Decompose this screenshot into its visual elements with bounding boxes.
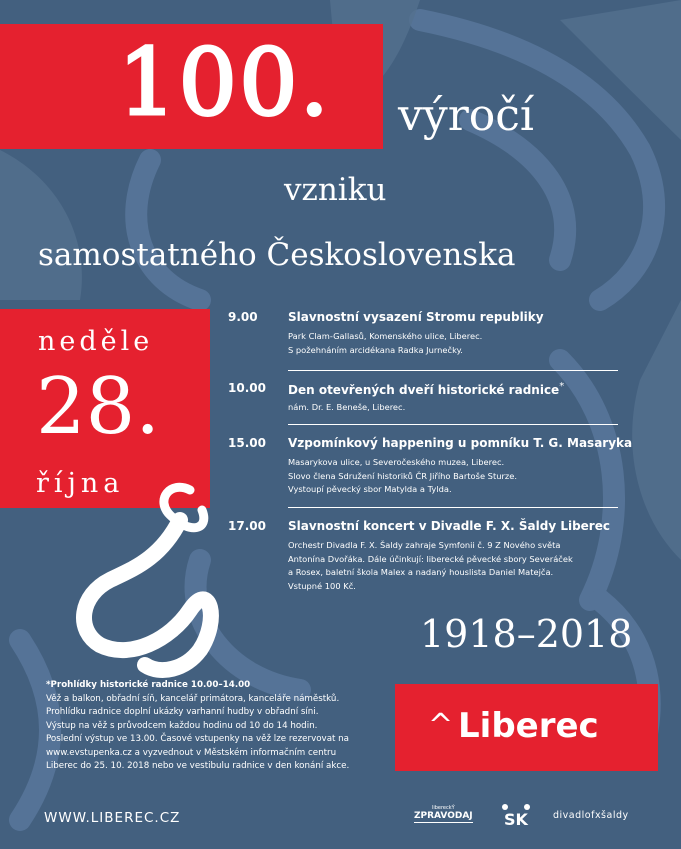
divider	[288, 370, 618, 371]
title-number: 100.	[118, 29, 331, 136]
date-month: října	[36, 468, 125, 499]
program-details: Orchestr Divadla F. X. Šaldy zahraje Symfonii č. 9 Z Nového světa Antonína Dvořáka. Dále účinkují: liberecké pěvecké sbory Severáček a Rosex, baletní škola Malex a nadaný houslista Daniel Matejča. Vstupné 100 Kč.	[288, 540, 573, 591]
program-title: Slavnostní vysazení Stromu republiky	[288, 310, 544, 324]
date-day: 28.	[36, 362, 161, 452]
program-details: Masarykova ulice, u Severočeského muzea, Liberec. Slovo člena Sdružení historiků ČR Jiřího Bartoše Sturze. Vystoupí pěvecký sbor Matylda a Tylda.	[288, 457, 517, 494]
tour-heading: *Prohlídky historické radnice 10.00–14.00	[46, 680, 251, 690]
program-details: Park Clam-Gallasů, Komenského ulice, Liberec. S požehnáním arcidékana Radka Jurnečky.	[288, 331, 483, 355]
title-line-3: samostatného Československa	[38, 237, 516, 273]
program-time: 17.00	[228, 519, 266, 533]
program-time: 9.00	[228, 310, 258, 324]
years-range: 1918–2018	[420, 612, 633, 656]
liberec-caret-icon: ^	[428, 708, 454, 743]
title-word: výročí	[398, 90, 534, 141]
program-title: Slavnostní koncert v Divadle F. X. Šaldy Liberec	[288, 519, 610, 533]
tour-info: *Prohlídky historické radnice 10.00–14.00 Věž a balkon, obřadní síň, kancelář primátora, kanceláře náměstků. Prohlídku radnice doplní ukázky varhanní hudby v obřadní síni. Výstup na věž s průvodcem každou hodinu od 10 do 14 hodin. Poslední výstup ve 13.00. Časové vstupenky na věž lze rezervovat na www.evstupenka.cz a vyzvednout v Městském informačním centru Liberec do 25. 10. 2018 nebo ve vestibulu radnice v den konání akce.	[46, 679, 396, 774]
zpravodaj-logo: libereckÝ ZPRAVODAJ	[414, 805, 473, 821]
program-title: Den otevřených dveří historické radnice*	[288, 381, 565, 397]
program-time: 10.00	[228, 381, 266, 395]
website-link[interactable]: WWW.LIBEREC.CZ	[44, 810, 181, 826]
sk-logo-icon	[500, 803, 532, 829]
divadlo-logo: divadlofxšaldy	[553, 810, 629, 821]
program-title: Vzpomínkový happening u pomníku T. G. Masaryka	[288, 436, 633, 450]
date-weekday: neděle	[38, 326, 154, 357]
svg-text:SK: SK	[504, 810, 528, 829]
program-time: 15.00	[228, 436, 266, 450]
liberec-logo-text: Liberec	[458, 706, 599, 746]
calligraphic-s-symbol	[70, 470, 250, 680]
title-line-2: vzniku	[284, 172, 387, 208]
program-details: nám. Dr. E. Beneše, Liberec.	[288, 402, 406, 412]
divider	[288, 507, 618, 508]
divider	[288, 424, 618, 425]
